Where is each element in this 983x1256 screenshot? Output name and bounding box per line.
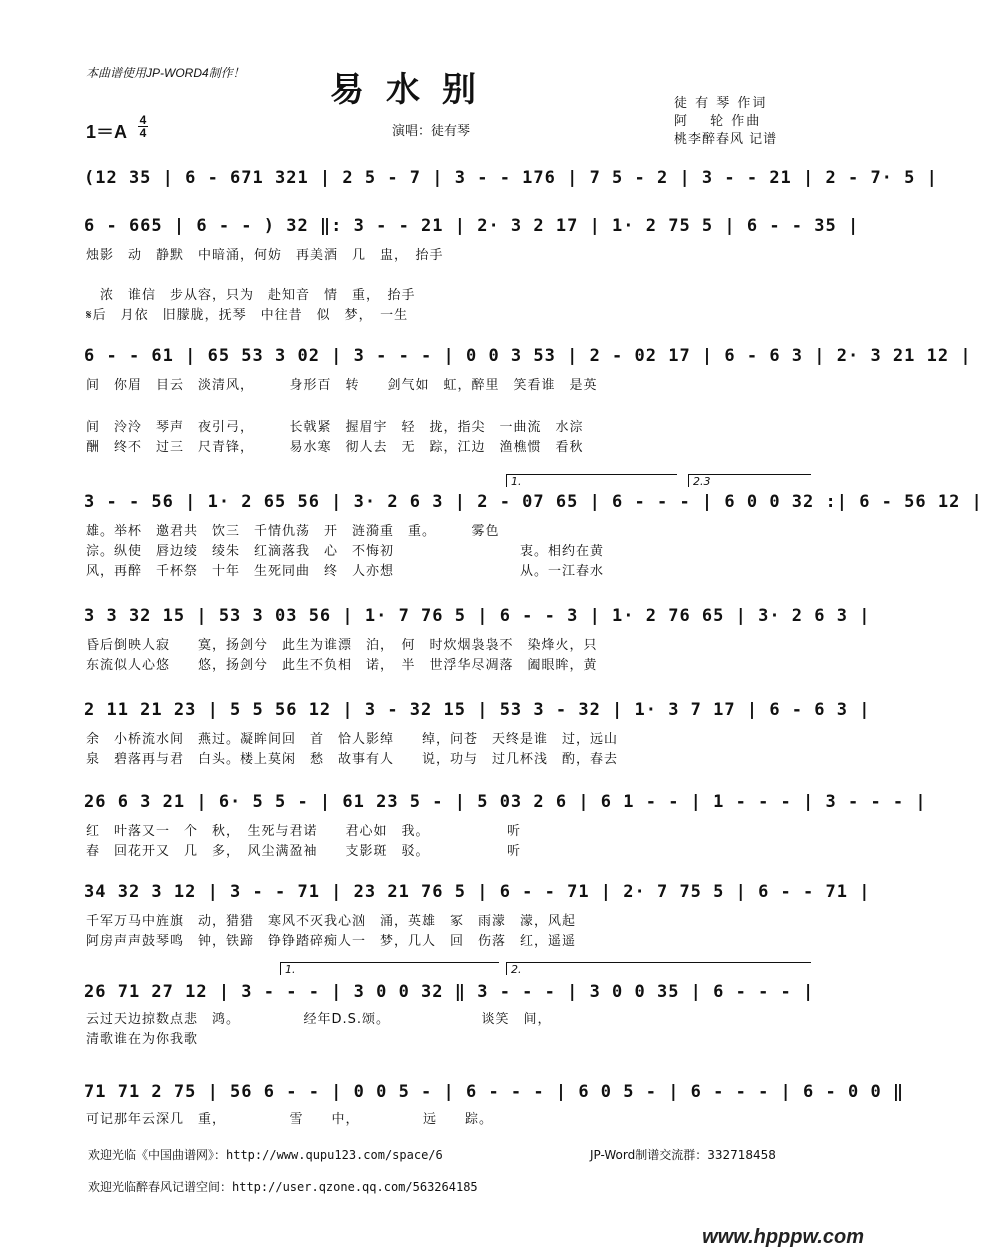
system-2-lyric-3: 𝄋后 月依 旧朦胧，抚琴 中往昔 似 梦， 一生: [86, 308, 409, 323]
system-3-notes: 6 - - 61 | 65 53 3 02 | 3 - - - | 0 0 3 53 | 2 - 02 17 | 6 - 6 3 | 2· 3 21 12 |: [84, 346, 972, 366]
system-4-lyric-1: 雄。举杯 邀君共 饮三 千情仇荡 开 涟漪重 重。 雾色: [86, 524, 500, 539]
system-5-notes: 3 3 32 15 | 53 3 03 56 | 1· 7 76 5 | 6 - - 3 | 1· 2 76 65 | 3· 2 6 3 |: [84, 606, 871, 626]
system-10-lyric-1: 可记那年云深几 重， 雪 中， 远 踪。: [86, 1112, 494, 1127]
system-1-notes: (12 35 | 6 - 671 321 | 2 5 - 7 | 3 - - 176 | 7 5 - 2 | 3 - - 21 | 2 - 7· 5 |: [84, 168, 938, 188]
system-3-lyric-3: 酬 终不 过三 尺青锋， 易水寒 彻人去 无 踪，江边 渔樵惯 看秋: [86, 440, 584, 455]
system-7-notes: 26 6 3 21 | 6· 5 5 - | 61 23 5 - | 5 03 2 6 | 6 1 - - | 1 - - - | 3 - - - |: [84, 792, 927, 812]
singer-credit: 演唱：徒有琴: [392, 124, 471, 139]
meter-top: 4: [139, 113, 147, 127]
time-signature: [138, 114, 148, 139]
system-8-lyric-1: 千军万马中旌旗 动，猎猎 寒风不灭我心汹 涌，英雄 冢 雨濛 濛，风起: [86, 914, 577, 929]
system-4-lyric-3: 风，再醉 千杯祭 十年 生死同曲 终 人亦想 从。一江春水: [86, 564, 605, 579]
system-8-lyric-2: 阿房声声鼓琴鸣 钟，铁蹄 铮铮踏碎痴人一 梦，几人 回 伤落 红，遥遥: [86, 934, 577, 949]
watermark: www.hpppw.com: [702, 1226, 864, 1248]
volta-23-label: 2.3: [693, 475, 711, 488]
qq-group: JP-Word制谱交流群：332718458: [590, 1148, 776, 1162]
volta-1b-label: 1.: [285, 963, 296, 976]
song-title: 易水别: [330, 70, 498, 110]
system-9-notes: 26 71 27 12 | 3 - - - | 3 0 0 32 ‖ 3 - - - | 3 0 0 35 | 6 - - - |: [84, 982, 815, 1002]
lyricist-credit: 徒 有 琴 作词: [674, 96, 768, 111]
system-3-lyric-2: 间 泠泠 琴声 夜引弓， 长戟紧 握眉宇 轻 拢，指尖 一曲流 水淙: [86, 420, 584, 435]
system-5-lyric-1: 昏后倒映人寂 寞，扬剑兮 此生为谁漂 泊， 何 时炊烟袅袅不 染烽火，只: [86, 638, 598, 653]
system-3-lyric-1: 间 你眉 目云 淡清风， 身形百 转 剑气如 虹，醉里 笑看谁 是英: [86, 378, 598, 393]
system-2-notes: 6 - 665 | 6 - - ) 32 ‖: 3 - - 21 | 2· 3 2 17 | 1· 2 75 5 | 6 - - 35 |: [84, 216, 860, 236]
system-4-notes: 3 - - 56 | 1· 2 65 56 | 3· 2 6 3 | 2 - 07 65 | 6 - - - | 6 0 0 32 :| 6 - 56 12 |: [84, 492, 983, 512]
key-signature: 1＝A: [86, 122, 128, 142]
volta-1-label: 1.: [511, 475, 522, 488]
site-link[interactable]: 欢迎光临《中国曲谱网》：http://www.qupu123.com/space/6: [88, 1148, 443, 1162]
system-6-lyric-1: 余 小桥流水间 燕过。凝眸间回 首 恰人影绰 绰，问苍 天终是谁 过，远山: [86, 732, 619, 747]
system-9-lyric-1: 云过天边掠数点悲 鸿。 经年D.S.颂。 谈笑 间，: [86, 1012, 552, 1027]
system-7-lyric-2: 春 回花开又 几 多， 风尘满盈袖 支影斑 驳。 听: [86, 844, 522, 859]
system-5-lyric-2: 东流似人心悠 悠，扬剑兮 此生不负相 诺， 半 世浮华尽凋落 阖眼眸，黄: [86, 658, 598, 673]
volta-2-label: 2.: [511, 963, 522, 976]
volta-1-bracket: [506, 474, 677, 487]
software-note: 本曲谱使用JP-WORD4制作！: [86, 66, 245, 80]
volta-23-bracket: [688, 474, 811, 487]
volta-1b-bracket: [280, 962, 499, 975]
system-6-lyric-2: 泉 碧落再与君 白头。楼上莫闲 愁 故事有人 说，功与 过几杯浅 酌，春去: [86, 752, 619, 767]
system-2-lyric-2: 浓 谁信 步从容，只为 赴知音 情 重， 抬手: [86, 288, 416, 303]
system-10-notes: 71 71 2 75 | 56 6 - - | 0 0 5 - | 6 - - - | 6 0 5 - | 6 - - - | 6 - 0 0 ‖: [84, 1082, 905, 1102]
system-2-lyric-1: 烛影 动 静默 中暗涌，何妨 再美酒 几 盅， 抬手: [86, 248, 444, 263]
system-7-lyric-1: 红 叶落又一 个 秋， 生死与君诺 君心如 我。 听: [86, 824, 522, 839]
system-4-lyric-2: 淙。纵使 唇边绫 绫朱 红滴落我 心 不悔初 衷。相约在黄: [86, 544, 605, 559]
meter-bottom: 4: [139, 126, 147, 140]
zone-link[interactable]: 欢迎光临醉春风记谱空间：http://user.qzone.qq.com/563264185: [88, 1180, 478, 1194]
system-8-notes: 34 32 3 12 | 3 - - 71 | 23 21 76 5 | 6 - - 71 | 2· 7 75 5 | 6 - - 71 |: [84, 882, 871, 902]
volta-2-bracket: [506, 962, 811, 975]
composer-credit: 阿 轮 作曲: [674, 114, 762, 129]
system-9-lyric-2: 清歌谁在为你我歌: [86, 1032, 199, 1047]
system-6-notes: 2 11 21 23 | 5 5 56 12 | 3 - 32 15 | 53 3 - 32 | 1· 3 7 17 | 6 - 6 3 |: [84, 700, 871, 720]
transcriber-credit: 桃李醉春风 记谱: [674, 132, 778, 147]
